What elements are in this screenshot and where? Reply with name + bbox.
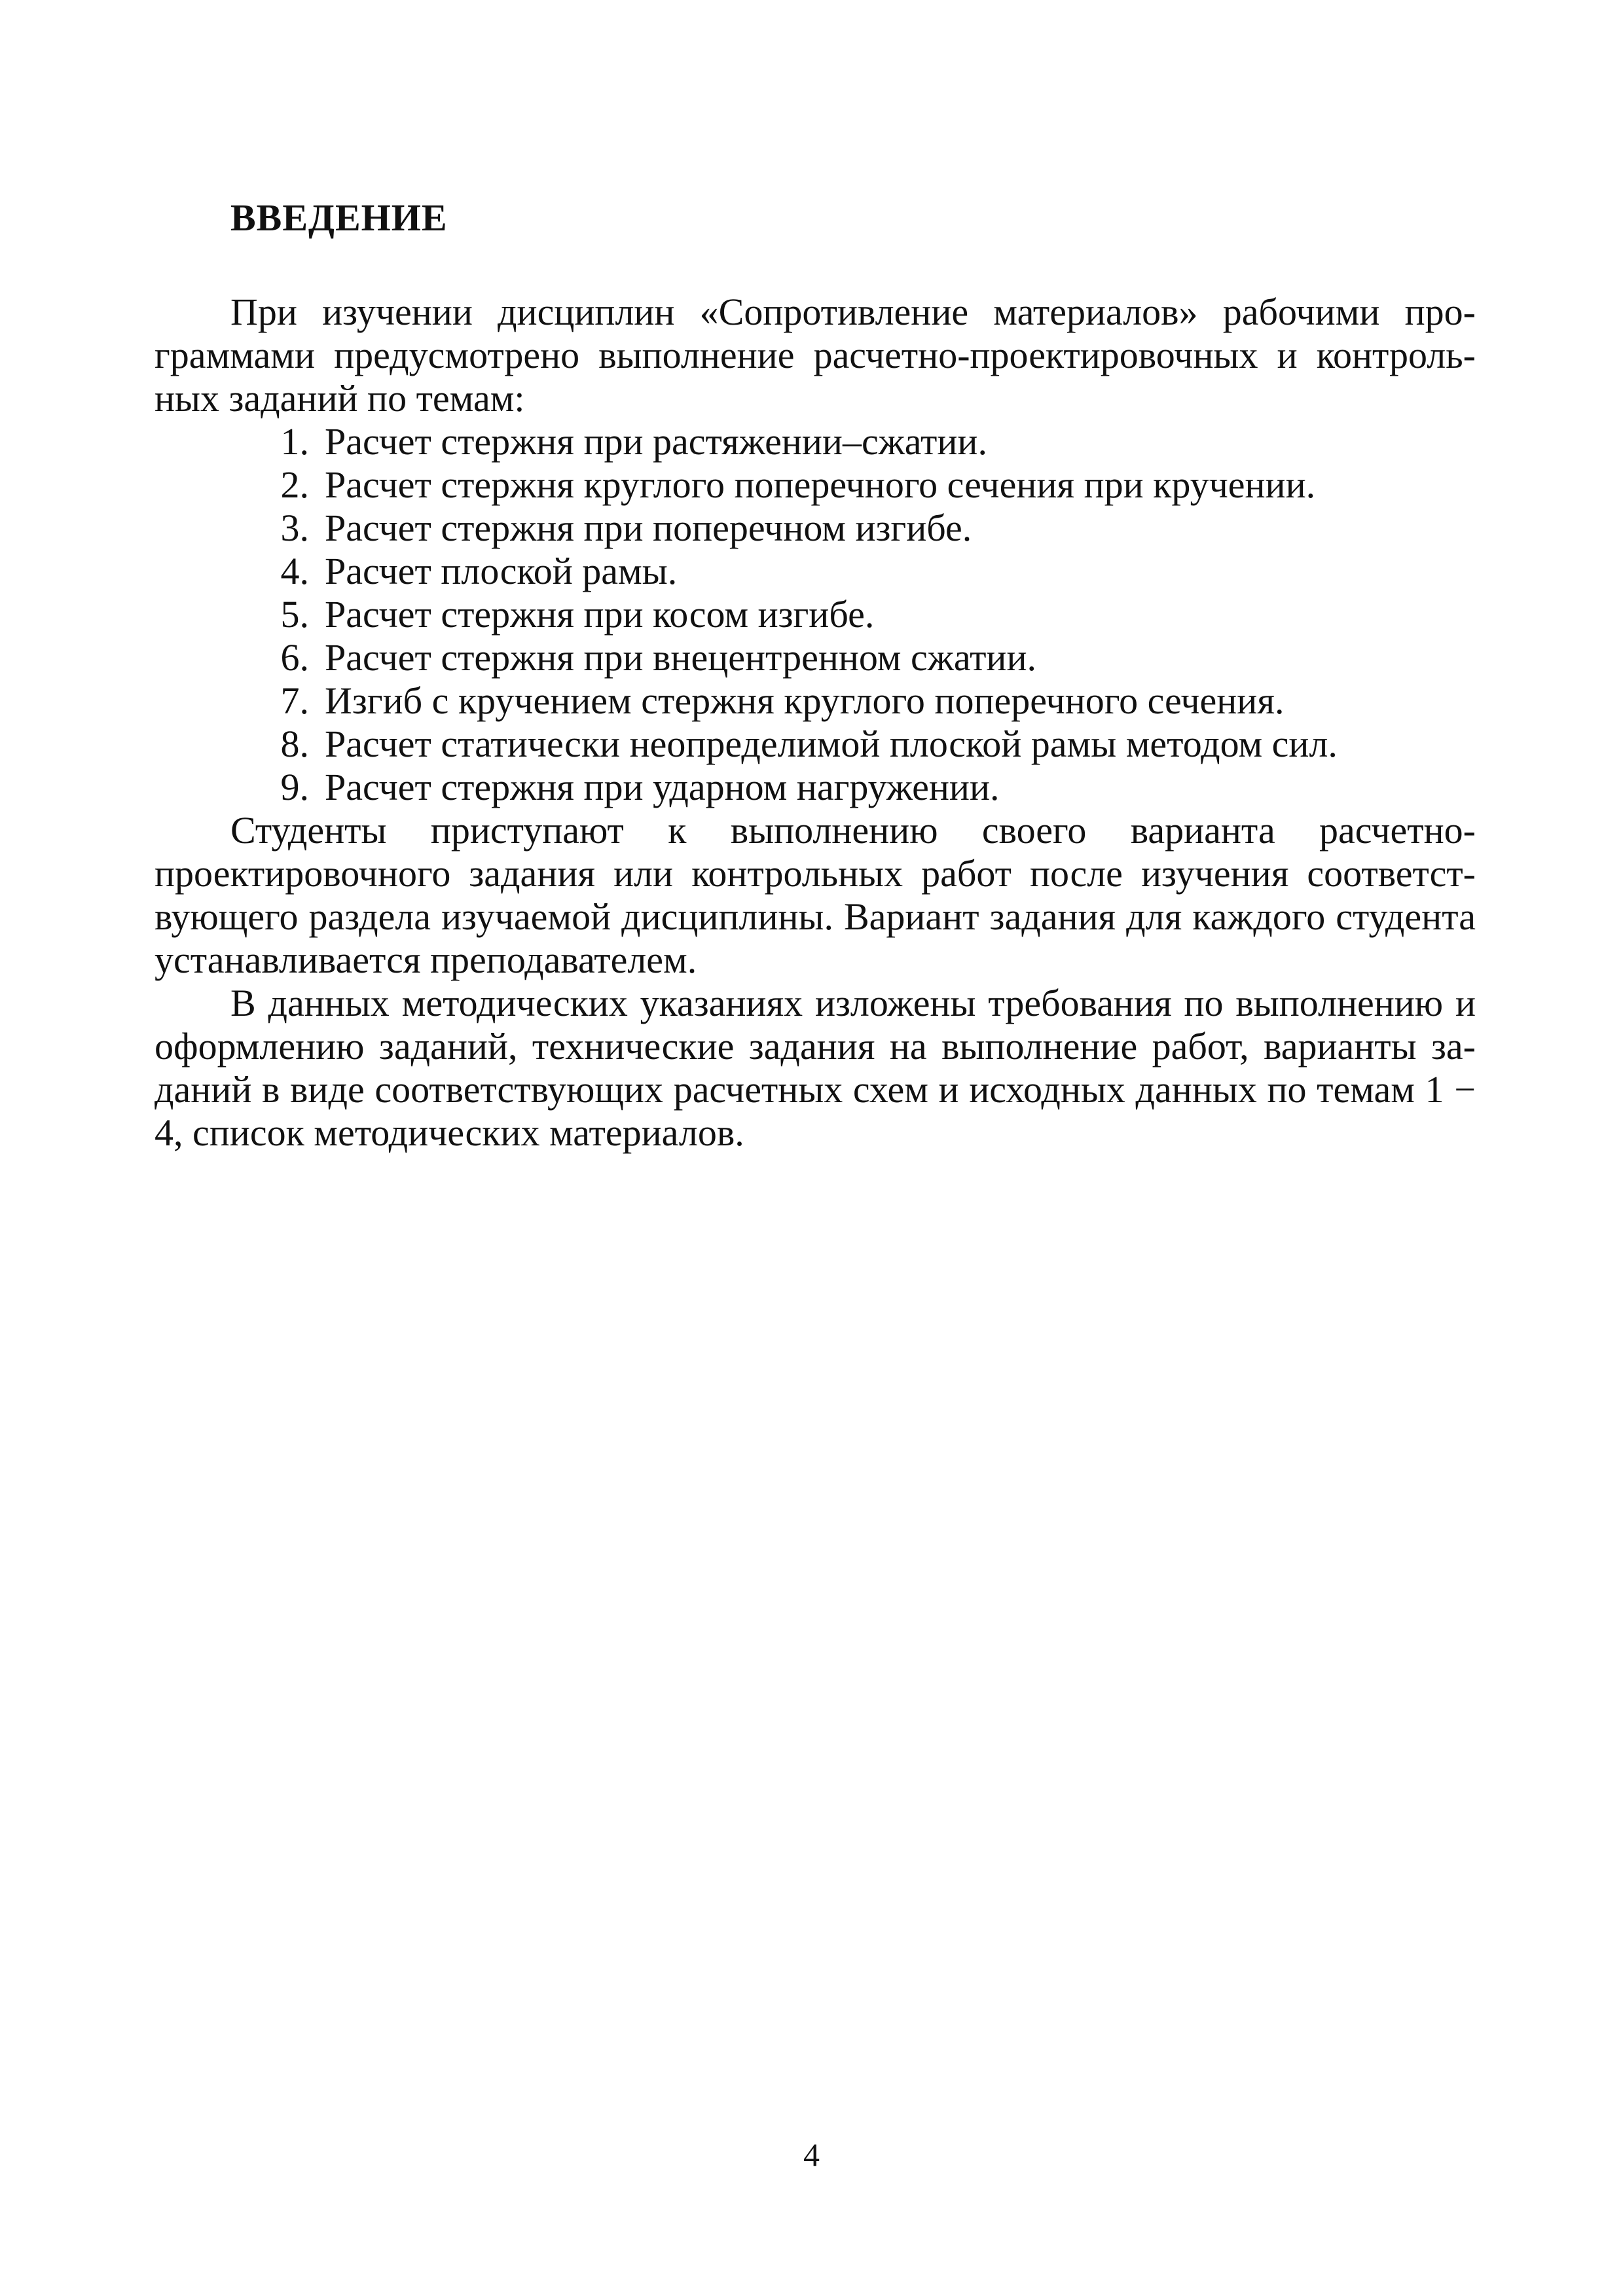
list-item-text: Расчет стержня при косом изгибе. [325,593,875,636]
list-item [155,420,1476,463]
list-item-number: 7. [280,679,309,722]
list-item [155,766,1476,809]
list-item [155,679,1476,723]
list-item-number: 8. [280,723,309,765]
list-item [155,593,1476,636]
list-item [155,463,1476,507]
list-item-number: 4. [280,550,309,592]
list-item-text: Расчет стержня при растяжении–сжатии. [325,420,987,463]
list-item-text: Изгиб с кручением стержня круглого поперечного сечения. [325,679,1285,722]
page-body [155,196,1476,1155]
page-title: ВВЕДЕНИЕ [230,196,448,239]
list-item [155,550,1476,593]
list-item-number: 9. [280,766,309,808]
list-item-number: 5. [280,593,309,636]
intro-paragraph: При изучении дисциплин «Сопротивление материалов» рабочими программами предусмотрено выполнение расчетно-проектировочных и контрольных заданий по темам: [155,291,1476,420]
list-item-text: Расчет статически неопределимой плоской рамы методом сил. [325,723,1338,765]
list-item [155,636,1476,679]
list-item-number: 3. [280,507,309,549]
list-item [155,723,1476,766]
list-item-text: Расчет стержня круглого поперечного сечения при кручении. [325,463,1316,506]
list-item [155,507,1476,550]
guidelines-paragraph: В данных методических указаниях изложены требования по выполнению и оформлению заданий, технические задания на выполнение работ, варианты заданий в виде соответствующих расчетных схем и исходных данных по темам 1 − 4, список методических материалов. [155,982,1476,1154]
page-number: 4 [803,2136,820,2173]
list-item-number: 6. [280,636,309,679]
list-item-text: Расчет плоской рамы. [325,550,678,592]
list-item-text: Расчет стержня при ударном нагружении. [325,766,1000,808]
students-paragraph: Студенты приступают к выполнению своего варианта расчетно-проектировочного задания или контрольных работ после изучения соответствующего раздела изучаемой дисциплины. Вариант задания для каждого студента устанавливается преподавателем. [155,809,1476,981]
list-item-number: 2. [280,463,309,506]
list-item-text: Расчет стержня при поперечном изгибе. [325,507,972,549]
topics-list [155,420,1476,809]
list-item-text: Расчет стержня при внецентренном сжатии. [325,636,1036,679]
list-item-number: 1. [280,420,309,463]
